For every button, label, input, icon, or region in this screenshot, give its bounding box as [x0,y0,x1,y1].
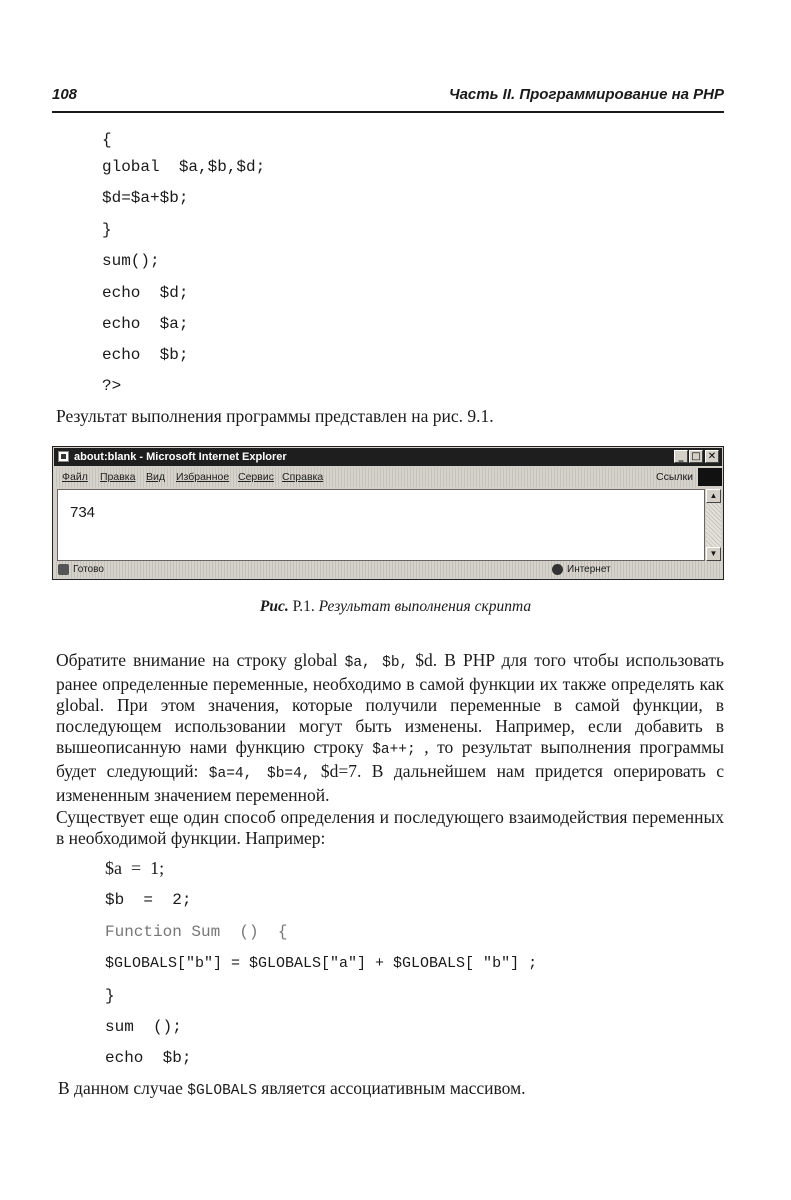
internet-zone-icon [552,564,563,575]
browser-window-figure [52,446,724,580]
code-line: global $a,$b,$d; [102,158,266,176]
text-run: является ассоциативным массивом. [256,1078,526,1098]
browser-statusbar [54,561,722,578]
code-line: sum(); [102,252,160,270]
script-output: 734 [70,504,96,521]
menu-favorites[interactable]: Избранное [176,471,230,483]
caption-number: Р.1. [292,598,315,615]
code-line: $GLOBALS["b"] = $GLOBALS["a"] + $GLOBALS[ "b"] ; [105,955,538,972]
scroll-up-icon[interactable]: ▲ [706,489,721,503]
maximize-icon[interactable]: □ [689,450,703,463]
close-icon[interactable]: ✕ [705,450,719,463]
code-line: echo $b; [102,346,189,364]
paragraph-global [56,650,724,806]
minimize-icon[interactable]: _ [674,450,688,463]
browser-content-area [57,489,705,561]
menu-tools[interactable]: Сервис [238,471,274,483]
vertical-scrollbar[interactable] [706,489,721,561]
menu-edit[interactable]: Правка [100,471,136,483]
code-line: } [105,987,115,1005]
browser-title: about:blank - Microsoft Internet Explorer [74,451,287,463]
running-title: Часть II. Программирование на PHP [448,86,724,103]
windows-logo-icon [698,468,722,486]
text-run: $d=7. В дальнейшем нам придется оперировать с измененным значением переменной. [56,761,724,805]
links-button[interactable] [650,467,722,487]
links-label: Ссылки [656,471,693,483]
text-run: $d. В PHP для того чтобы использовать ранее определенные переменные, необходимо в самой функции их также определять как global. При этом значения, которые получили переменные в самой функции, в последующем использовании могут быть изменены. Например, если добавить в вышеописанную нами функцию строку [56,650,724,757]
browser-titlebar [54,448,722,466]
browser-menubar [54,467,722,487]
code-line: Function Sum () { [105,923,288,941]
text-run: В данном случае [58,1078,188,1098]
menu-file[interactable]: Файл [62,471,88,483]
status-page-icon [58,564,69,575]
caption-label: Рис. [259,598,289,615]
paragraph-globals-intro: Существует еще один способ определения и последующего взаимодействия переменных в необходимой функции. Например: [56,807,724,848]
code-line: echo $a; [102,315,189,333]
inline-code: $a++; [372,742,416,758]
code-line: sum (); [105,1018,182,1036]
text-run: Обратите внимание на строку global [56,650,345,670]
inline-code: $GLOBALS [187,1083,257,1099]
zone-text: Интернет [567,564,611,575]
inline-code: $a, $b, [344,655,409,671]
menu-view[interactable]: Вид [146,471,165,483]
code-line: } [102,221,112,239]
result-sentence: Результат выполнения программы представлен на рис. 9.1. [56,406,494,426]
ie-app-icon [58,451,69,462]
code-line: $b = 2; [105,891,192,909]
scroll-down-icon[interactable]: ▼ [706,547,721,561]
inline-code: $a=4, $b=4, [208,766,311,782]
code-line: echo $d; [102,284,189,302]
caption-text: Результат выполнения скрипта [318,598,532,615]
code-line: $a = 1; [105,858,165,878]
status-text: Готово [73,564,104,575]
code-line: echo $b; [105,1049,192,1067]
figure-caption [0,598,791,616]
header-rule [52,111,724,113]
code-line: { [102,131,112,149]
running-header [52,84,724,108]
menu-help[interactable]: Справка [282,471,324,483]
code-line: ?> [102,377,122,395]
code-line: $d=$a+$b; [102,189,189,207]
text-run: , то результат выполнения программы будет следующий: [56,737,725,781]
final-sentence [58,1078,726,1102]
page-number: 108 [52,86,78,103]
